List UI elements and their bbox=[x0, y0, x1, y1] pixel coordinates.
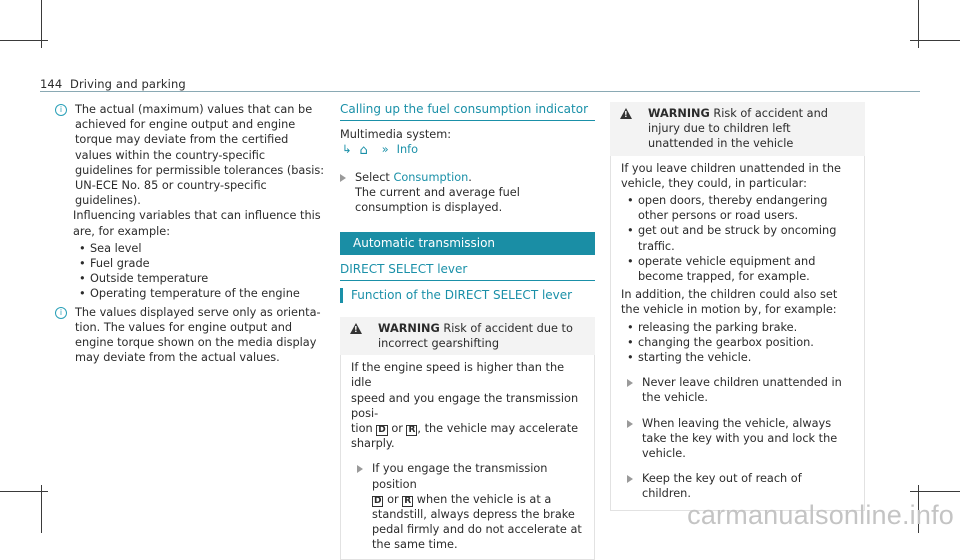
header-divider bbox=[40, 91, 920, 92]
heading-underline bbox=[340, 280, 595, 281]
list-item: • open doors, thereby endangering other persons or road users. bbox=[621, 193, 854, 223]
list-item: • changing the gearbox position. bbox=[621, 335, 854, 350]
watermark: carmanualsonline.info bbox=[687, 500, 954, 530]
step-arrow-icon bbox=[357, 465, 363, 473]
info-note bbox=[55, 102, 325, 208]
info-note bbox=[55, 305, 325, 366]
list-item: • get out and be struck by oncoming traffic. bbox=[621, 223, 854, 253]
path-arrow-icon: ↳ bbox=[342, 143, 352, 157]
warning-paragraph: If the engine speed is higher than the idle speed and you engage the transmission posi- tion D or R , the vehicle may accelerate sharply. bbox=[351, 361, 579, 451]
warning-icon: ! bbox=[350, 323, 362, 334]
right-column bbox=[610, 102, 865, 511]
list-item: • operate vehicle equipment and become trapped, for example. bbox=[621, 254, 854, 284]
crop-mark bbox=[0, 491, 48, 492]
influence-intro: Influencing variables that can influence this are, for example: bbox=[73, 209, 321, 238]
info-icon: i bbox=[55, 104, 67, 116]
step-arrow-icon bbox=[627, 379, 633, 387]
instruction-step: If you engage the transmission position D or R when the vehicle is at a standstill, always depress the brake pedal firmly and do not accelerate at the same time. bbox=[357, 461, 584, 552]
instruction-step: Never leave children unattended in the vehicle. bbox=[627, 375, 854, 405]
warning-label: WARNING bbox=[648, 107, 710, 120]
consumption-link[interactable]: Consumption bbox=[393, 170, 469, 184]
risk-list bbox=[621, 193, 854, 284]
section-banner: Automatic transmission bbox=[340, 232, 595, 255]
list-item: • releasing the parking brake. bbox=[621, 320, 854, 335]
instruction-step: Select Consumption. The current and average fuel consumption is displayed. bbox=[340, 170, 595, 216]
crop-mark bbox=[0, 40, 48, 41]
key-d-icon: D bbox=[378, 425, 386, 436]
warning-label: WARNING bbox=[378, 321, 440, 335]
crop-mark bbox=[41, 485, 42, 533]
list-item: • Operating temperature of the engine bbox=[73, 286, 325, 301]
info-icon: i bbox=[55, 307, 67, 319]
key-d-icon: D bbox=[374, 495, 382, 506]
warning-title: Risk of accident and injury due to children left unattended in the vehicle bbox=[648, 107, 828, 151]
chevron-right-icon: » bbox=[381, 143, 389, 157]
path-info-label: Info bbox=[396, 143, 419, 157]
list-item: • Fuel grade bbox=[73, 256, 325, 271]
warning-header bbox=[340, 317, 595, 355]
warning-icon: ! bbox=[620, 108, 632, 119]
step-arrow-icon bbox=[340, 174, 346, 182]
list-item: • starting the vehicle. bbox=[621, 350, 854, 365]
page-number: 144 bbox=[40, 77, 63, 91]
list-item: • Sea level bbox=[73, 241, 325, 256]
menu-path bbox=[342, 142, 595, 157]
warning-body bbox=[340, 355, 595, 559]
section-heading: DIRECT SELECT lever bbox=[340, 262, 468, 277]
page-header bbox=[40, 77, 186, 91]
home-icon: ⌂ bbox=[359, 142, 368, 158]
warning-paragraph: If you leave children unattended in the vehicle, they could, in particular: bbox=[621, 161, 841, 190]
key-r-icon: R bbox=[404, 495, 412, 506]
influence-list bbox=[73, 241, 325, 302]
warning-paragraph: In addition, the children could also set the vehicle in motion by, for example: bbox=[621, 288, 838, 317]
left-column bbox=[55, 102, 325, 365]
warning-box bbox=[340, 317, 595, 560]
step-arrow-icon bbox=[627, 475, 633, 483]
warning-body bbox=[610, 156, 865, 511]
heading-underline bbox=[340, 120, 595, 121]
instruction-step: Keep the key out of reach of children. bbox=[627, 471, 854, 501]
middle-column bbox=[340, 102, 595, 560]
step-description: The current and average fuel consumption is displayed. bbox=[355, 185, 520, 215]
multimedia-label: Multimedia system: bbox=[340, 128, 452, 142]
section-title: Driving and parking bbox=[70, 77, 186, 91]
subsection-heading: Function of the DIRECT SELECT lever bbox=[340, 288, 595, 303]
key-r-icon: R bbox=[408, 425, 416, 436]
warning-title: Risk of accident due to incorrect gearshifting bbox=[378, 321, 573, 351]
note-text: The actual (maximum) values that can be achieved for engine output and engine torque may deviate from the certified values within the country-specific guidelines for permissible tolerances (basis: UN-ECE No. 85 or country-specific guidelines). bbox=[75, 103, 325, 208]
note-text: The values displayed serve only as orientation. The values for engine output and engine torque shown on the media display may deviate from the actual values. bbox=[75, 305, 321, 365]
list-item: • Outside temperature bbox=[73, 271, 325, 286]
risk-list bbox=[621, 320, 854, 366]
crop-mark bbox=[910, 491, 960, 492]
step-arrow-icon bbox=[627, 420, 633, 428]
instruction-step: When leaving the vehicle, always take the key with you and lock the vehicle. bbox=[627, 416, 854, 462]
section-heading: Calling up the fuel consumption indicator bbox=[340, 102, 589, 116]
warning-header bbox=[610, 102, 865, 156]
crop-mark bbox=[910, 40, 960, 41]
